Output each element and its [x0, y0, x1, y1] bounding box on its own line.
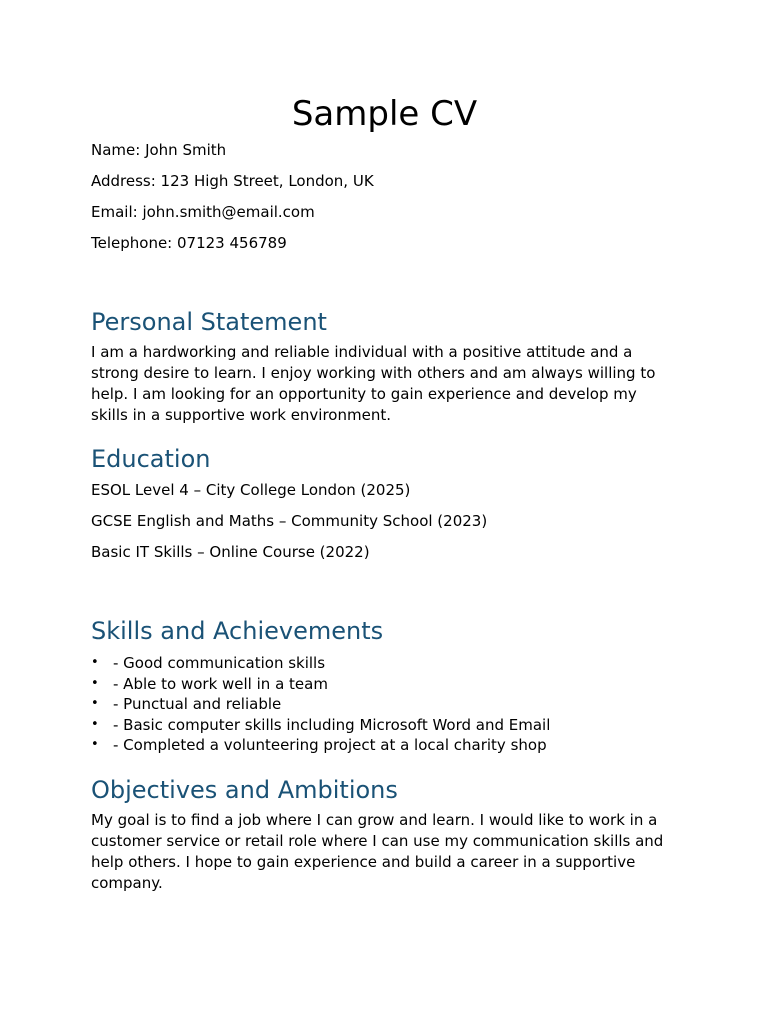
education-heading: Education — [91, 445, 211, 473]
skills-item-text: - Completed a volunteering project at a local charity shop — [113, 736, 547, 755]
document-title: Sample CV — [291, 94, 478, 134]
bullet-icon: • — [91, 737, 99, 753]
skills-list-item — [91, 735, 678, 756]
education-list — [91, 481, 678, 561]
bullet-icon: • — [91, 675, 99, 691]
skills-list-item — [91, 674, 678, 695]
objectives-heading: Objectives and Ambitions — [91, 775, 398, 804]
contact-address: Address: 123 High Street, London, UK — [91, 172, 374, 190]
bullet-icon: • — [91, 696, 99, 712]
skills-item-text: - Punctual and reliable — [113, 695, 282, 714]
bullet-icon: • — [91, 716, 99, 732]
bullet-icon: • — [91, 655, 99, 670]
contact-name: Name: John Smith — [91, 141, 227, 159]
personal-statement-text: I am a hardworking and reliable individual with a positive attitude and a strong desire to learn. I enjoy working with others and am always willing to help. I am looking for an opportunity to gain experience and develop my skills in a supportive work environment. — [91, 343, 656, 424]
education-item: Basic IT Skills – Online Course (2022) — [91, 543, 370, 561]
skills-list — [91, 653, 678, 756]
contact-details — [91, 141, 678, 252]
skills-list-item — [91, 653, 678, 674]
skills-heading: Skills and Achievements — [91, 617, 384, 645]
skills-item-text: - Able to work well in a team — [113, 674, 328, 693]
skills-list-item — [91, 694, 678, 715]
skills-item-text: - Good communication skills — [113, 654, 326, 672]
skills-list-item — [91, 715, 678, 736]
education-item: ESOL Level 4 – City College London (2025) — [91, 481, 411, 499]
objectives-text: My goal is to find a job where I can grow and learn. I would like to work in a customer service or retail role where I can use my communication skills and help others. I hope to gain experience and build a career in a supportive company. — [91, 810, 664, 892]
education-item: GCSE English and Maths – Community School (2023) — [91, 512, 488, 530]
contact-email: Email: john.smith@email.com — [91, 203, 315, 221]
personal-statement-heading: Personal Statement — [91, 308, 327, 336]
skills-item-text: - Basic computer skills including Microsoft Word and Email — [113, 715, 551, 734]
contact-telephone: Telephone: 07123 456789 — [91, 234, 287, 252]
